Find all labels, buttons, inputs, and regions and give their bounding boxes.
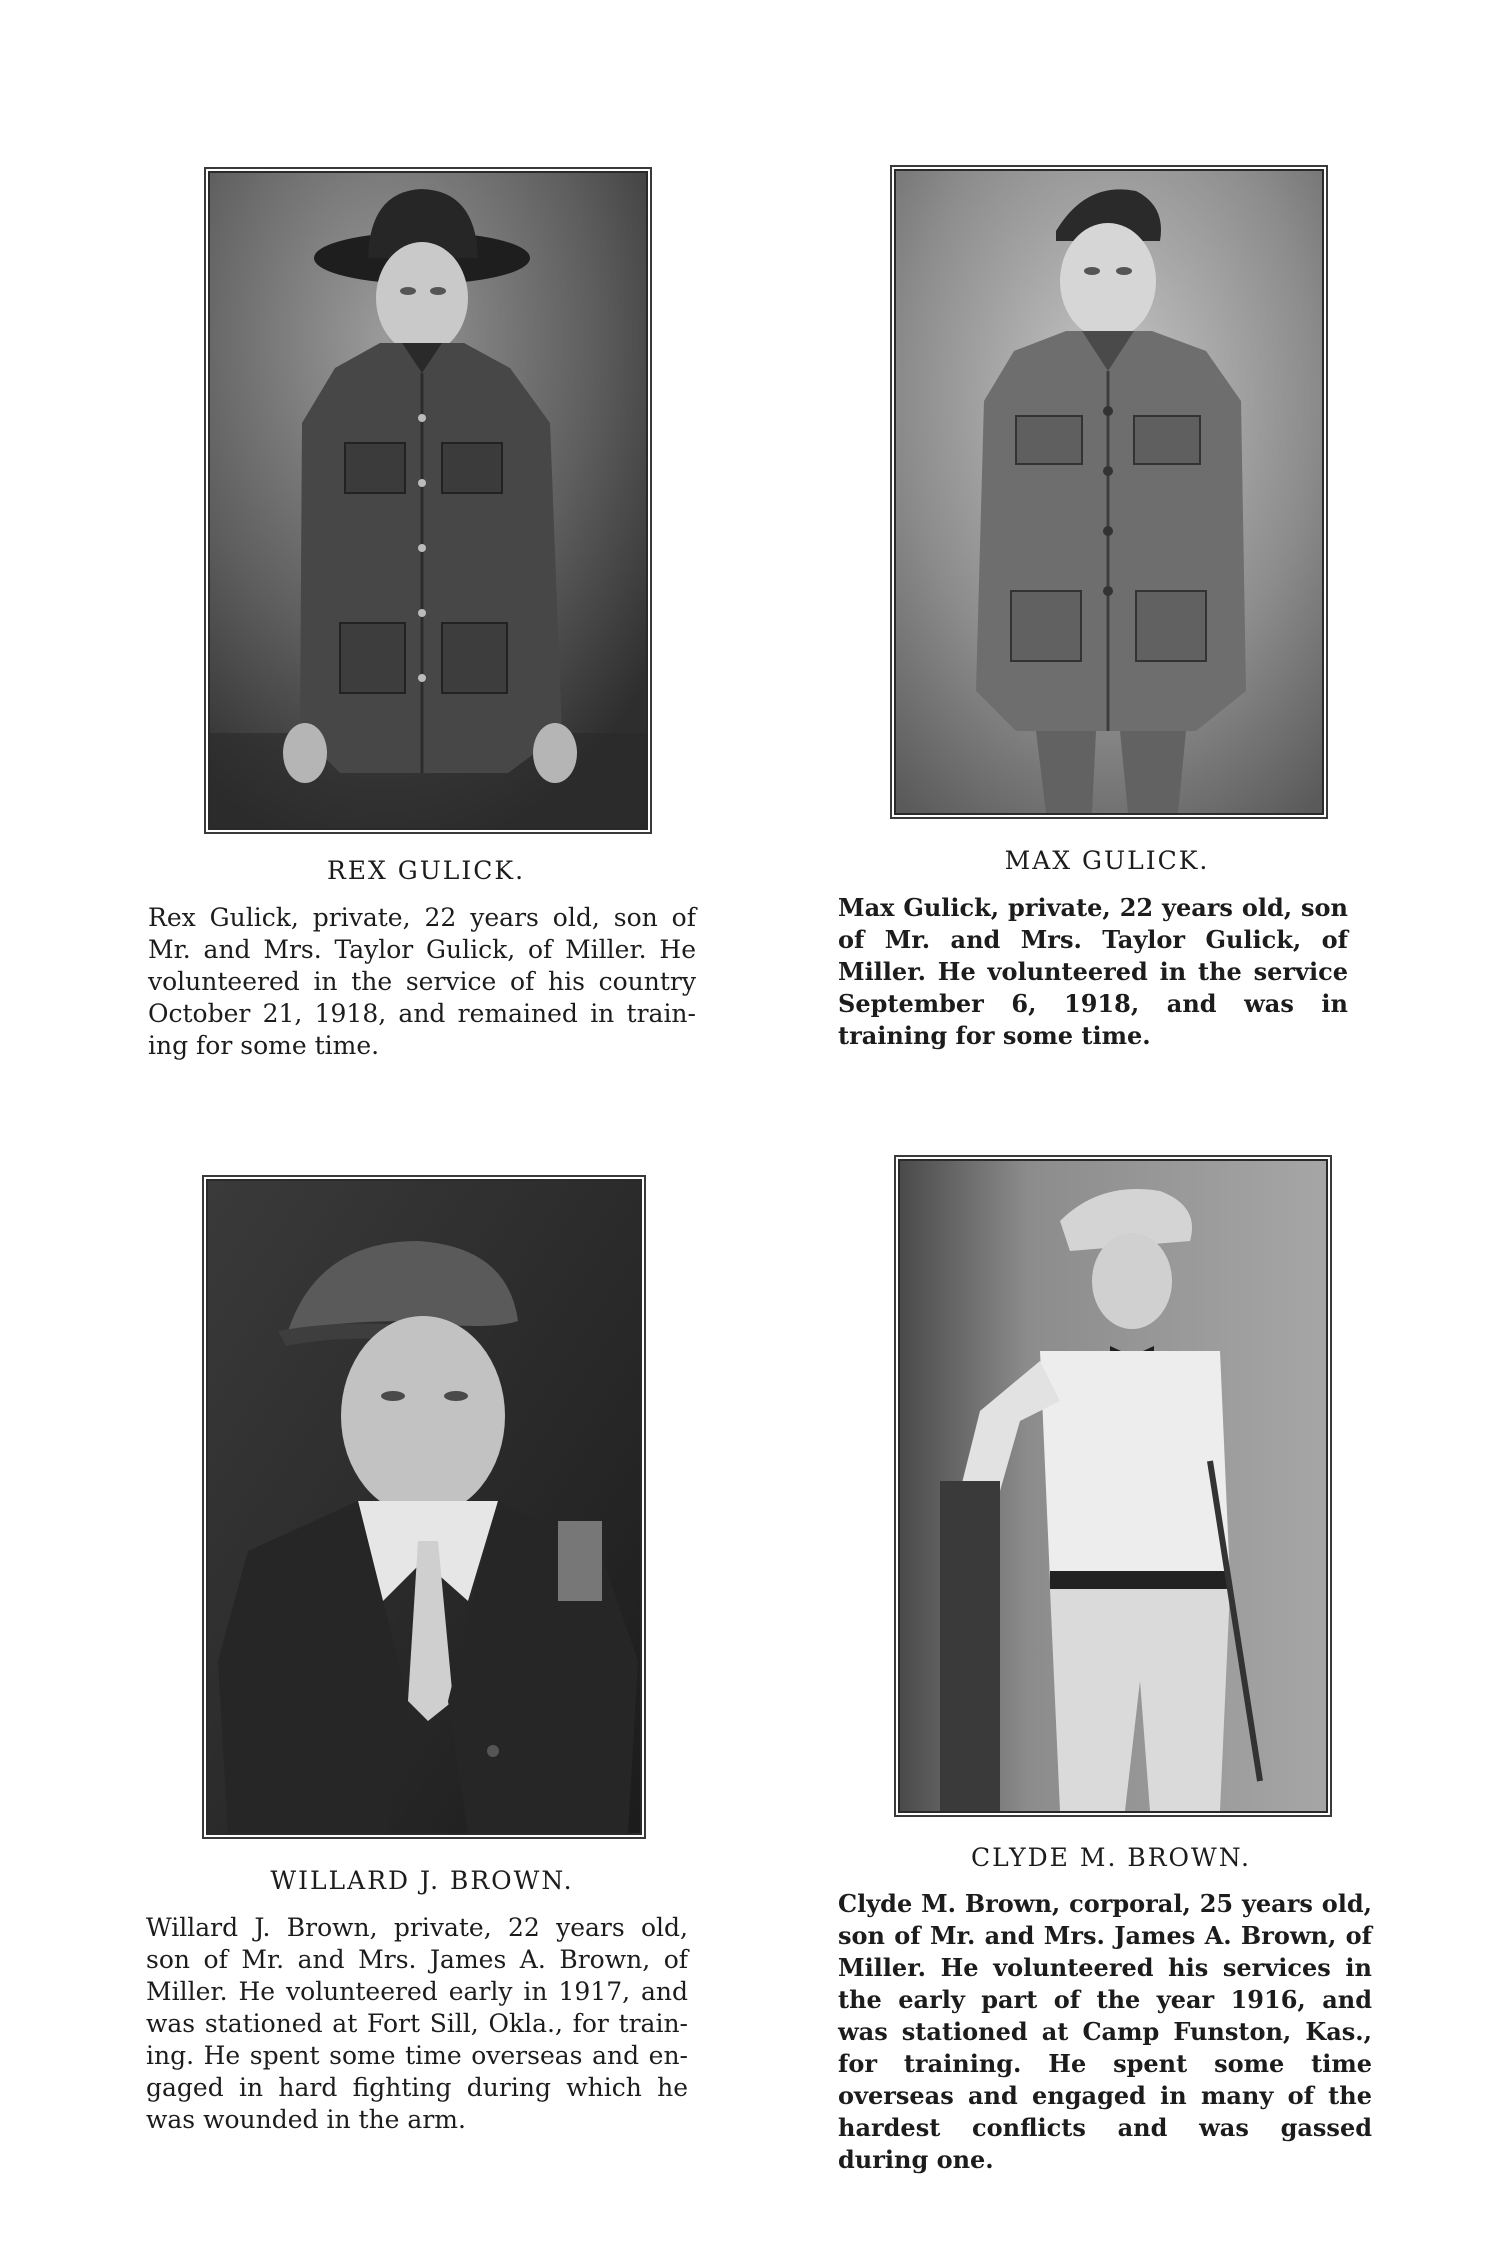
civilian-portrait-image <box>208 1181 640 1833</box>
soldier-biography: Max Gulick, private, 22 years old, son of Mr. and Mrs. Taylor Gulick, of Miller. He volunteered in the service September 6, 1918, and was in training for some time. <box>838 893 1348 1050</box>
soldier-biography: Rex Gulick, private, 22 years old, son of Mr. and Mrs. Taylor Gulick, of Miller. He volunteered in the service of his country October 21, 1918, and remained in training for some time. <box>148 903 696 1060</box>
civilian-portrait-image <box>900 1161 1326 1811</box>
soldier-biography: Willard J. Brown, private, 22 years old, son of Mr. and Mrs. James A. Brown, of Miller. He volunteered early in 1917, and was stationed at Fort Sill, Okla., for training. He spent some time overseas and engaged in hard fighting during which he was wounded in the arm. <box>146 1913 688 2134</box>
portrait-photo <box>206 1179 642 1835</box>
portrait-photo <box>898 1159 1328 1813</box>
soldier-name-heading: WILLARD J. BROWN. <box>270 1866 574 1895</box>
portrait-photo <box>894 169 1324 815</box>
soldier-name-heading: MAX GULICK. <box>1004 846 1210 875</box>
soldier-portrait-image <box>210 173 646 828</box>
portrait-photo <box>208 171 648 830</box>
soldier-portrait-image <box>896 171 1322 813</box>
soldier-name-heading: CLYDE M. BROWN. <box>971 1843 1251 1872</box>
soldier-name-heading: REX GULICK. <box>326 856 526 885</box>
soldier-biography: Clyde M. Brown, corporal, 25 years old, son of Mr. and Mrs. James A. Brown, of Miller. He volunteered his services in the early part of the year 1916, and was stationed at Camp Funston, Kas., for training. He spent some time overseas and engaged in many of the hardest conflicts and was gassed during one. <box>838 1889 1372 2174</box>
